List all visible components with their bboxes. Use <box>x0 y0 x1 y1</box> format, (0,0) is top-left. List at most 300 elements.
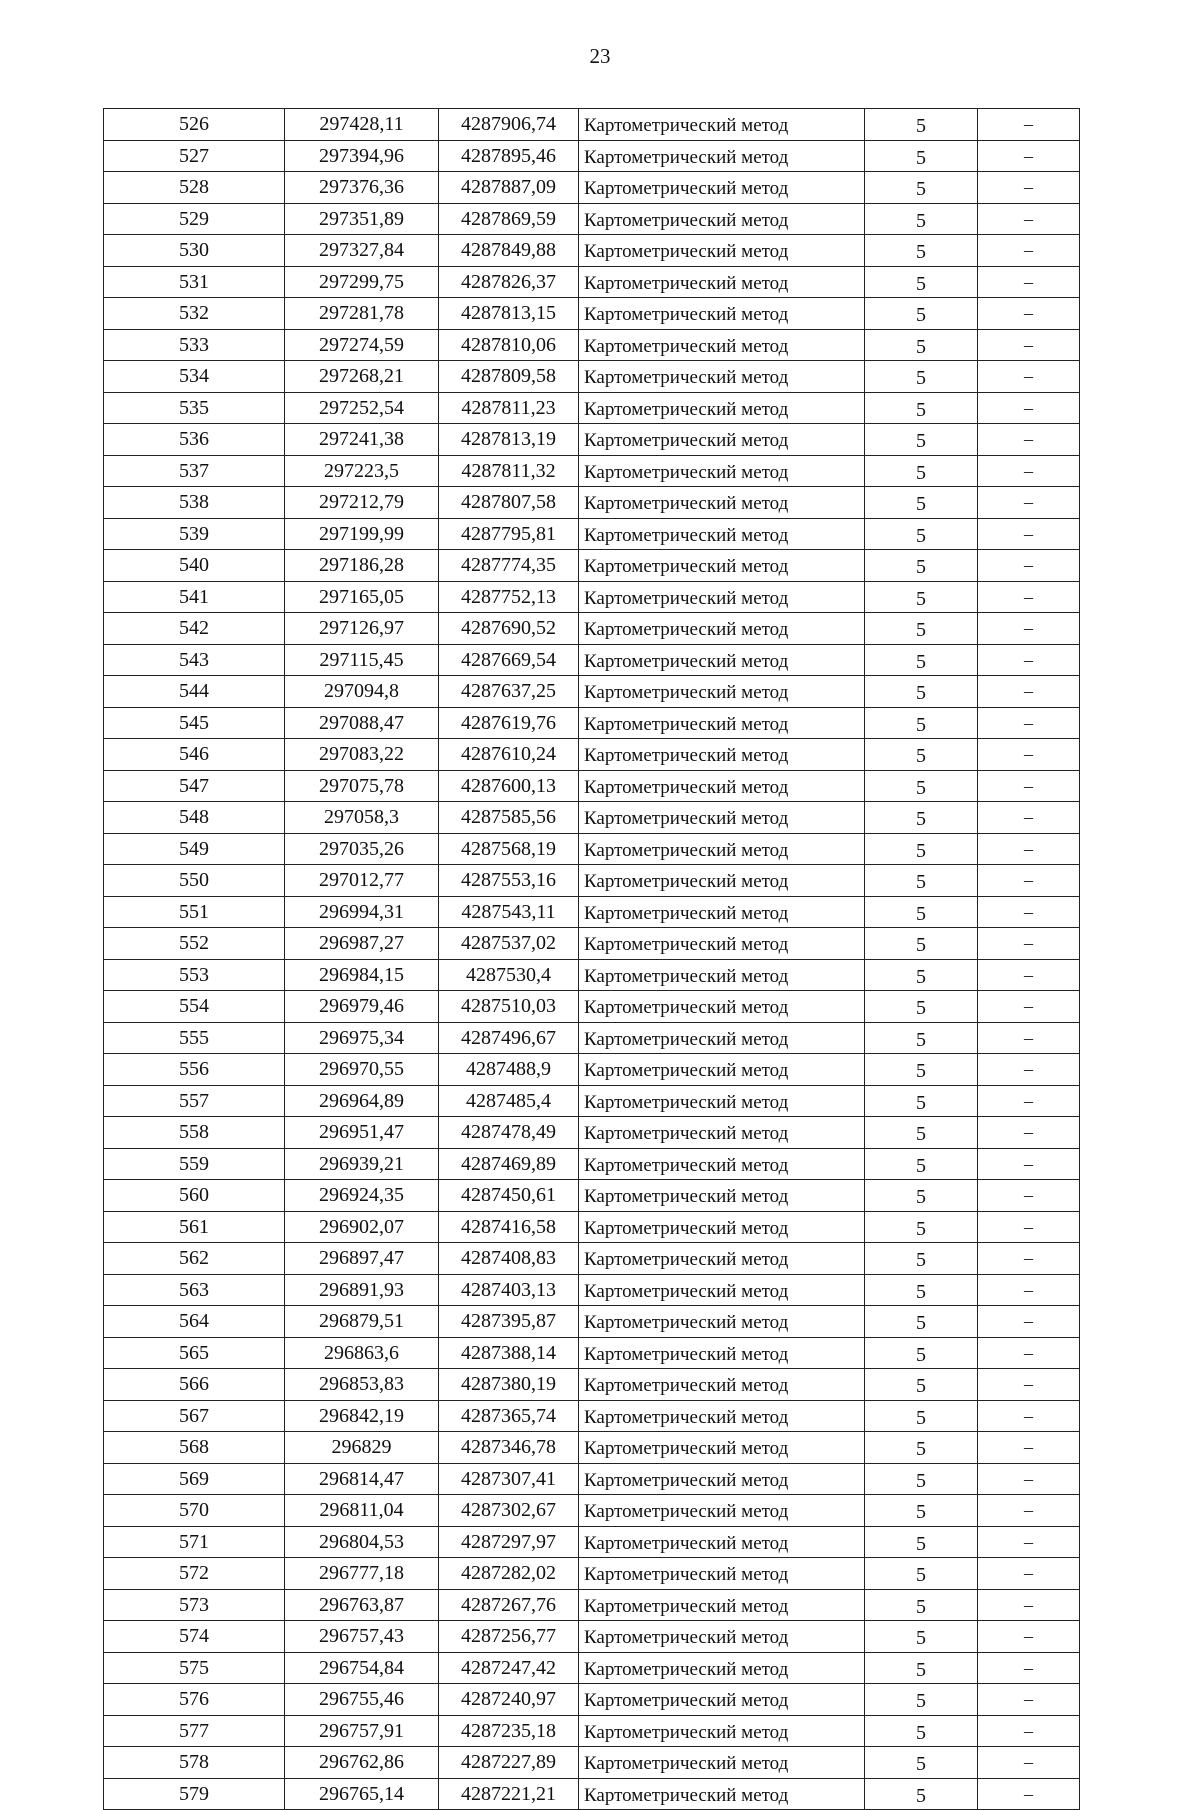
point-number-cell: 578 <box>104 1747 285 1779</box>
note-cell: – <box>978 518 1080 550</box>
method-cell: Картометрический метод <box>579 770 865 802</box>
y-coordinate-cell: 4287388,14 <box>439 1337 579 1369</box>
note-cell: – <box>978 266 1080 298</box>
point-number-cell: 545 <box>104 707 285 739</box>
method-cell: Картометрический метод <box>579 1778 865 1810</box>
table-row <box>104 1054 1080 1086</box>
note-cell: – <box>978 613 1080 645</box>
method-cell: Картометрический метод <box>579 739 865 771</box>
y-coordinate-cell: 4287346,78 <box>439 1432 579 1464</box>
point-number-cell: 569 <box>104 1463 285 1495</box>
point-number-cell: 531 <box>104 266 285 298</box>
y-coordinate-cell: 4287752,13 <box>439 581 579 613</box>
table-row <box>104 1117 1080 1149</box>
y-coordinate-cell: 4287553,16 <box>439 865 579 897</box>
y-coordinate-cell: 4287568,19 <box>439 833 579 865</box>
accuracy-cell: 5 <box>865 739 978 771</box>
x-coordinate-cell: 296777,18 <box>285 1558 439 1590</box>
x-coordinate-cell: 296757,91 <box>285 1715 439 1747</box>
method-cell: Картометрический метод <box>579 329 865 361</box>
point-number-cell: 532 <box>104 298 285 330</box>
y-coordinate-cell: 4287906,74 <box>439 109 579 141</box>
note-cell: – <box>978 833 1080 865</box>
method-cell: Картометрический метод <box>579 1621 865 1653</box>
table-row <box>104 235 1080 267</box>
point-number-cell: 543 <box>104 644 285 676</box>
point-number-cell: 537 <box>104 455 285 487</box>
method-cell: Картометрический метод <box>579 1274 865 1306</box>
method-cell: Картометрический метод <box>579 1495 865 1527</box>
table-row <box>104 266 1080 298</box>
note-cell: – <box>978 1211 1080 1243</box>
method-cell: Картометрический метод <box>579 1400 865 1432</box>
method-cell: Картометрический метод <box>579 1747 865 1779</box>
y-coordinate-cell: 4287809,58 <box>439 361 579 393</box>
point-number-cell: 526 <box>104 109 285 141</box>
accuracy-cell: 5 <box>865 109 978 141</box>
note-cell: – <box>978 581 1080 613</box>
y-coordinate-cell: 4287240,97 <box>439 1684 579 1716</box>
point-number-cell: 576 <box>104 1684 285 1716</box>
table-row <box>104 1589 1080 1621</box>
note-cell: – <box>978 928 1080 960</box>
table-row <box>104 1747 1080 1779</box>
x-coordinate-cell: 297299,75 <box>285 266 439 298</box>
point-number-cell: 527 <box>104 140 285 172</box>
page-number: 23 <box>589 44 611 68</box>
point-number-cell: 540 <box>104 550 285 582</box>
note-cell: – <box>978 1495 1080 1527</box>
note-cell: – <box>978 644 1080 676</box>
method-cell: Картометрический метод <box>579 1022 865 1054</box>
y-coordinate-cell: 4287813,19 <box>439 424 579 456</box>
accuracy-cell: 5 <box>865 392 978 424</box>
note-cell: – <box>978 770 1080 802</box>
x-coordinate-cell: 296811,04 <box>285 1495 439 1527</box>
point-number-cell: 535 <box>104 392 285 424</box>
x-coordinate-cell: 296842,19 <box>285 1400 439 1432</box>
accuracy-cell: 5 <box>865 172 978 204</box>
accuracy-cell: 5 <box>865 235 978 267</box>
method-cell: Картометрический метод <box>579 361 865 393</box>
note-cell: – <box>978 1463 1080 1495</box>
table-row <box>104 1495 1080 1527</box>
table-row <box>104 172 1080 204</box>
x-coordinate-cell: 296863,6 <box>285 1337 439 1369</box>
accuracy-cell: 5 <box>865 959 978 991</box>
accuracy-cell: 5 <box>865 1432 978 1464</box>
x-coordinate-cell: 297394,96 <box>285 140 439 172</box>
point-number-cell: 577 <box>104 1715 285 1747</box>
note-cell: – <box>978 235 1080 267</box>
note-cell: – <box>978 550 1080 582</box>
note-cell: – <box>978 1369 1080 1401</box>
x-coordinate-cell: 297088,47 <box>285 707 439 739</box>
table-row <box>104 1621 1080 1653</box>
y-coordinate-cell: 4287530,4 <box>439 959 579 991</box>
accuracy-cell: 5 <box>865 1148 978 1180</box>
y-coordinate-cell: 4287810,06 <box>439 329 579 361</box>
point-number-cell: 575 <box>104 1652 285 1684</box>
method-cell: Картометрический метод <box>579 1054 865 1086</box>
accuracy-cell: 5 <box>865 676 978 708</box>
method-cell: Картометрический метод <box>579 896 865 928</box>
note-cell: – <box>978 1558 1080 1590</box>
y-coordinate-cell: 4287247,42 <box>439 1652 579 1684</box>
y-coordinate-cell: 4287795,81 <box>439 518 579 550</box>
note-cell: – <box>978 1117 1080 1149</box>
method-cell: Картометрический метод <box>579 833 865 865</box>
method-cell: Картометрический метод <box>579 1589 865 1621</box>
x-coordinate-cell: 297094,8 <box>285 676 439 708</box>
x-coordinate-cell: 297058,3 <box>285 802 439 834</box>
table-row <box>104 865 1080 897</box>
accuracy-cell: 5 <box>865 424 978 456</box>
table-row <box>104 1085 1080 1117</box>
note-cell: – <box>978 1085 1080 1117</box>
table-row <box>104 361 1080 393</box>
method-cell: Картометрический метод <box>579 1558 865 1590</box>
table-row <box>104 1306 1080 1338</box>
table-row <box>104 109 1080 141</box>
table-row <box>104 991 1080 1023</box>
accuracy-cell: 5 <box>865 865 978 897</box>
method-cell: Картометрический метод <box>579 1463 865 1495</box>
accuracy-cell: 5 <box>865 1715 978 1747</box>
y-coordinate-cell: 4287619,76 <box>439 707 579 739</box>
table-row <box>104 518 1080 550</box>
y-coordinate-cell: 4287408,83 <box>439 1243 579 1275</box>
method-cell: Картометрический метод <box>579 991 865 1023</box>
accuracy-cell: 5 <box>865 1211 978 1243</box>
table-row <box>104 550 1080 582</box>
x-coordinate-cell: 297241,38 <box>285 424 439 456</box>
coordinates-table <box>103 108 1080 1810</box>
accuracy-cell: 5 <box>865 1621 978 1653</box>
table-row <box>104 487 1080 519</box>
x-coordinate-cell: 297351,89 <box>285 203 439 235</box>
point-number-cell: 563 <box>104 1274 285 1306</box>
note-cell: – <box>978 1400 1080 1432</box>
note-cell: – <box>978 1337 1080 1369</box>
point-number-cell: 550 <box>104 865 285 897</box>
x-coordinate-cell: 296814,47 <box>285 1463 439 1495</box>
point-number-cell: 541 <box>104 581 285 613</box>
y-coordinate-cell: 4287469,89 <box>439 1148 579 1180</box>
x-coordinate-cell: 296829 <box>285 1432 439 1464</box>
table-row <box>104 1337 1080 1369</box>
method-cell: Картометрический метод <box>579 676 865 708</box>
y-coordinate-cell: 4287669,54 <box>439 644 579 676</box>
point-number-cell: 571 <box>104 1526 285 1558</box>
method-cell: Картометрический метод <box>579 266 865 298</box>
x-coordinate-cell: 297186,28 <box>285 550 439 582</box>
accuracy-cell: 5 <box>865 707 978 739</box>
point-number-cell: 539 <box>104 518 285 550</box>
point-number-cell: 579 <box>104 1778 285 1810</box>
y-coordinate-cell: 4287380,19 <box>439 1369 579 1401</box>
accuracy-cell: 5 <box>865 1400 978 1432</box>
method-cell: Картометрический метод <box>579 1117 865 1149</box>
method-cell: Картометрический метод <box>579 1652 865 1684</box>
y-coordinate-cell: 4287849,88 <box>439 235 579 267</box>
method-cell: Картометрический метод <box>579 644 865 676</box>
table-row <box>104 1463 1080 1495</box>
y-coordinate-cell: 4287450,61 <box>439 1180 579 1212</box>
x-coordinate-cell: 297126,97 <box>285 613 439 645</box>
table-row <box>104 1369 1080 1401</box>
note-cell: – <box>978 1148 1080 1180</box>
y-coordinate-cell: 4287600,13 <box>439 770 579 802</box>
note-cell: – <box>978 865 1080 897</box>
method-cell: Картометрический метод <box>579 1369 865 1401</box>
note-cell: – <box>978 1684 1080 1716</box>
method-cell: Картометрический метод <box>579 1526 865 1558</box>
y-coordinate-cell: 4287585,56 <box>439 802 579 834</box>
y-coordinate-cell: 4287510,03 <box>439 991 579 1023</box>
method-cell: Картометрический метод <box>579 550 865 582</box>
y-coordinate-cell: 4287496,67 <box>439 1022 579 1054</box>
y-coordinate-cell: 4287267,76 <box>439 1589 579 1621</box>
table-row <box>104 392 1080 424</box>
note-cell: – <box>978 1243 1080 1275</box>
table-row <box>104 1526 1080 1558</box>
point-number-cell: 562 <box>104 1243 285 1275</box>
y-coordinate-cell: 4287543,11 <box>439 896 579 928</box>
note-cell: – <box>978 1180 1080 1212</box>
x-coordinate-cell: 296757,43 <box>285 1621 439 1653</box>
note-cell: – <box>978 1274 1080 1306</box>
note-cell: – <box>978 203 1080 235</box>
y-coordinate-cell: 4287488,9 <box>439 1054 579 1086</box>
table-row <box>104 928 1080 960</box>
point-number-cell: 570 <box>104 1495 285 1527</box>
x-coordinate-cell: 296951,47 <box>285 1117 439 1149</box>
table-row <box>104 644 1080 676</box>
x-coordinate-cell: 296763,87 <box>285 1589 439 1621</box>
accuracy-cell: 5 <box>865 1684 978 1716</box>
y-coordinate-cell: 4287826,37 <box>439 266 579 298</box>
note-cell: – <box>978 1306 1080 1338</box>
y-coordinate-cell: 4287537,02 <box>439 928 579 960</box>
y-coordinate-cell: 4287302,67 <box>439 1495 579 1527</box>
note-cell: – <box>978 455 1080 487</box>
note-cell: – <box>978 392 1080 424</box>
note-cell: – <box>978 1621 1080 1653</box>
table-row <box>104 1778 1080 1810</box>
x-coordinate-cell: 297376,36 <box>285 172 439 204</box>
note-cell: – <box>978 1778 1080 1810</box>
accuracy-cell: 5 <box>865 487 978 519</box>
point-number-cell: 558 <box>104 1117 285 1149</box>
method-cell: Картометрический метод <box>579 802 865 834</box>
accuracy-cell: 5 <box>865 1747 978 1779</box>
x-coordinate-cell: 296979,46 <box>285 991 439 1023</box>
accuracy-cell: 5 <box>865 1337 978 1369</box>
x-coordinate-cell: 297327,84 <box>285 235 439 267</box>
method-cell: Картометрический метод <box>579 1243 865 1275</box>
note-cell: – <box>978 1526 1080 1558</box>
method-cell: Картометрический метод <box>579 140 865 172</box>
table-row <box>104 1148 1080 1180</box>
accuracy-cell: 5 <box>865 1463 978 1495</box>
y-coordinate-cell: 4287610,24 <box>439 739 579 771</box>
point-number-cell: 568 <box>104 1432 285 1464</box>
y-coordinate-cell: 4287307,41 <box>439 1463 579 1495</box>
table-row <box>104 1211 1080 1243</box>
point-number-cell: 565 <box>104 1337 285 1369</box>
point-number-cell: 572 <box>104 1558 285 1590</box>
note-cell: – <box>978 298 1080 330</box>
accuracy-cell: 5 <box>865 1180 978 1212</box>
method-cell: Картометрический метод <box>579 1306 865 1338</box>
note-cell: – <box>978 487 1080 519</box>
note-cell: – <box>978 329 1080 361</box>
y-coordinate-cell: 4287813,15 <box>439 298 579 330</box>
method-cell: Картометрический метод <box>579 1085 865 1117</box>
point-number-cell: 561 <box>104 1211 285 1243</box>
accuracy-cell: 5 <box>865 550 978 582</box>
x-coordinate-cell: 296924,35 <box>285 1180 439 1212</box>
y-coordinate-cell: 4287485,4 <box>439 1085 579 1117</box>
point-number-cell: 530 <box>104 235 285 267</box>
table-row <box>104 203 1080 235</box>
method-cell: Картометрический метод <box>579 959 865 991</box>
method-cell: Картометрический метод <box>579 1211 865 1243</box>
y-coordinate-cell: 4287416,58 <box>439 1211 579 1243</box>
point-number-cell: 533 <box>104 329 285 361</box>
accuracy-cell: 5 <box>865 1243 978 1275</box>
note-cell: – <box>978 1054 1080 1086</box>
x-coordinate-cell: 296939,21 <box>285 1148 439 1180</box>
point-number-cell: 567 <box>104 1400 285 1432</box>
accuracy-cell: 5 <box>865 644 978 676</box>
accuracy-cell: 5 <box>865 1306 978 1338</box>
x-coordinate-cell: 296987,27 <box>285 928 439 960</box>
y-coordinate-cell: 4287297,97 <box>439 1526 579 1558</box>
x-coordinate-cell: 297083,22 <box>285 739 439 771</box>
table-row <box>104 1022 1080 1054</box>
table-row <box>104 1684 1080 1716</box>
accuracy-cell: 5 <box>865 1022 978 1054</box>
table-row <box>104 802 1080 834</box>
x-coordinate-cell: 296891,93 <box>285 1274 439 1306</box>
x-coordinate-cell: 297223,5 <box>285 455 439 487</box>
x-coordinate-cell: 296754,84 <box>285 1652 439 1684</box>
x-coordinate-cell: 296970,55 <box>285 1054 439 1086</box>
y-coordinate-cell: 4287811,32 <box>439 455 579 487</box>
method-cell: Картометрический метод <box>579 235 865 267</box>
note-cell: – <box>978 172 1080 204</box>
x-coordinate-cell: 296762,86 <box>285 1747 439 1779</box>
y-coordinate-cell: 4287365,74 <box>439 1400 579 1432</box>
method-cell: Картометрический метод <box>579 298 865 330</box>
y-coordinate-cell: 4287887,09 <box>439 172 579 204</box>
x-coordinate-cell: 297274,59 <box>285 329 439 361</box>
note-cell: – <box>978 739 1080 771</box>
y-coordinate-cell: 4287811,23 <box>439 392 579 424</box>
point-number-cell: 548 <box>104 802 285 834</box>
x-coordinate-cell: 296879,51 <box>285 1306 439 1338</box>
point-number-cell: 529 <box>104 203 285 235</box>
point-number-cell: 559 <box>104 1148 285 1180</box>
method-cell: Картометрический метод <box>579 487 865 519</box>
x-coordinate-cell: 296765,14 <box>285 1778 439 1810</box>
x-coordinate-cell: 296755,46 <box>285 1684 439 1716</box>
table-row <box>104 896 1080 928</box>
accuracy-cell: 5 <box>865 1054 978 1086</box>
point-number-cell: 538 <box>104 487 285 519</box>
method-cell: Картометрический метод <box>579 203 865 235</box>
method-cell: Картометрический метод <box>579 392 865 424</box>
accuracy-cell: 5 <box>865 329 978 361</box>
note-cell: – <box>978 1589 1080 1621</box>
x-coordinate-cell: 297012,77 <box>285 865 439 897</box>
y-coordinate-cell: 4287807,58 <box>439 487 579 519</box>
accuracy-cell: 5 <box>865 298 978 330</box>
point-number-cell: 554 <box>104 991 285 1023</box>
accuracy-cell: 5 <box>865 1117 978 1149</box>
method-cell: Картометрический метод <box>579 707 865 739</box>
accuracy-cell: 5 <box>865 613 978 645</box>
point-number-cell: 560 <box>104 1180 285 1212</box>
table-row <box>104 676 1080 708</box>
y-coordinate-cell: 4287403,13 <box>439 1274 579 1306</box>
table-row <box>104 739 1080 771</box>
table-row <box>104 833 1080 865</box>
accuracy-cell: 5 <box>865 1558 978 1590</box>
table-row <box>104 581 1080 613</box>
accuracy-cell: 5 <box>865 770 978 802</box>
y-coordinate-cell: 4287774,35 <box>439 550 579 582</box>
table-row <box>104 1652 1080 1684</box>
point-number-cell: 552 <box>104 928 285 960</box>
table-row <box>104 770 1080 802</box>
x-coordinate-cell: 296902,07 <box>285 1211 439 1243</box>
table-row <box>104 1432 1080 1464</box>
accuracy-cell: 5 <box>865 802 978 834</box>
point-number-cell: 549 <box>104 833 285 865</box>
note-cell: – <box>978 959 1080 991</box>
accuracy-cell: 5 <box>865 1274 978 1306</box>
note-cell: – <box>978 361 1080 393</box>
point-number-cell: 542 <box>104 613 285 645</box>
note-cell: – <box>978 896 1080 928</box>
x-coordinate-cell: 296994,31 <box>285 896 439 928</box>
y-coordinate-cell: 4287227,89 <box>439 1747 579 1779</box>
x-coordinate-cell: 297428,11 <box>285 109 439 141</box>
accuracy-cell: 5 <box>865 1778 978 1810</box>
table-row <box>104 707 1080 739</box>
table-row <box>104 140 1080 172</box>
accuracy-cell: 5 <box>865 1369 978 1401</box>
accuracy-cell: 5 <box>865 896 978 928</box>
note-cell: – <box>978 1022 1080 1054</box>
x-coordinate-cell: 297268,21 <box>285 361 439 393</box>
method-cell: Картометрический метод <box>579 865 865 897</box>
note-cell: – <box>978 707 1080 739</box>
table-row <box>104 959 1080 991</box>
point-number-cell: 528 <box>104 172 285 204</box>
method-cell: Картометрический метод <box>579 1684 865 1716</box>
point-number-cell: 566 <box>104 1369 285 1401</box>
y-coordinate-cell: 4287395,87 <box>439 1306 579 1338</box>
y-coordinate-cell: 4287869,59 <box>439 203 579 235</box>
y-coordinate-cell: 4287282,02 <box>439 1558 579 1590</box>
point-number-cell: 573 <box>104 1589 285 1621</box>
point-number-cell: 574 <box>104 1621 285 1653</box>
x-coordinate-cell: 297115,45 <box>285 644 439 676</box>
